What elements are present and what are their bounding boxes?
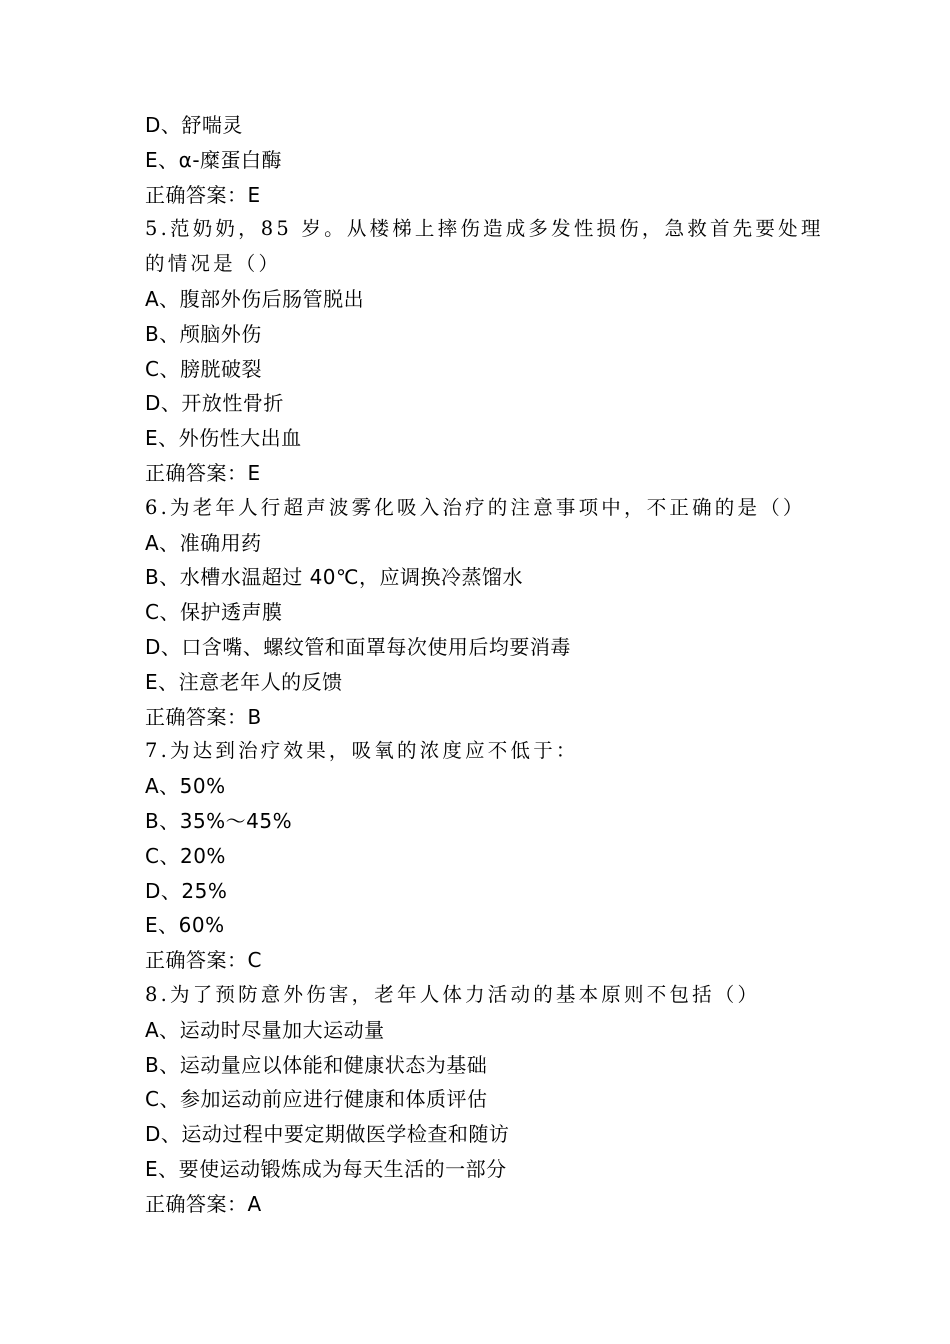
option-6a: A、准确用药 <box>145 530 262 555</box>
option-4e: E、α-糜蛋白酶 <box>145 147 283 172</box>
question-6: 6.为老年人行超声波雾化吸入治疗的注意事项中，不正确的是（） <box>145 495 806 519</box>
option-8b: B、运动量应以体能和健康状态为基础 <box>145 1052 488 1077</box>
answer-8: 正确答案：A <box>145 1191 262 1216</box>
option-5b: B、颅脑外伤 <box>145 321 262 346</box>
option-7a: A、50% <box>145 774 226 799</box>
option-8e: E、要使运动锻炼成为每天生活的一部分 <box>145 1156 507 1181</box>
page-content <box>145 108 825 1222</box>
option-8c: C、参加运动前应进行健康和体质评估 <box>145 1087 488 1112</box>
question-7: 7.为达到治疗效果，吸氧的浓度应不低于： <box>145 739 579 763</box>
option-5e: E、外伤性大出血 <box>145 426 302 451</box>
option-7d: D、25% <box>145 878 228 903</box>
option-5a: A、腹部外伤后肠管脱出 <box>145 286 365 311</box>
option-6c: C、保护透声膜 <box>145 600 283 625</box>
option-6d: D、口含嘴、螺纹管和面罩每次使用后均要消毒 <box>145 634 571 659</box>
question-8: 8.为了预防意外伤害，老年人体力活动的基本原则不包括（） <box>145 982 761 1006</box>
option-7c: C、20% <box>145 843 226 868</box>
option-7b: B、35%～45% <box>145 808 293 833</box>
answer-6: 正确答案：B <box>145 704 262 729</box>
answer-7: 正确答案：C <box>145 948 262 973</box>
answer-5: 正确答案：E <box>145 460 261 485</box>
option-5d: D、开放性骨折 <box>145 391 284 416</box>
option-8d: D、运动过程中要定期做医学检查和随访 <box>145 1122 510 1147</box>
option-6b: B、水槽水温超过 40℃，应调换冷蒸馏水 <box>145 565 523 590</box>
option-5c: C、膀胱破裂 <box>145 356 262 381</box>
answer-4: 正确答案：E <box>145 182 261 207</box>
option-7e: E、60% <box>145 913 225 938</box>
option-6e: E、注意老年人的反馈 <box>145 669 343 694</box>
option-4d: D、舒喘灵 <box>145 113 243 137</box>
question-5-line-2: 的情况是（） <box>145 252 282 276</box>
option-8a: A、运动时尽量加大运动量 <box>145 1017 385 1042</box>
question-5-line-1: 5.范奶奶，85 岁。从楼梯上摔伤造成多发性损伤，急救首先要处理 <box>145 217 824 241</box>
